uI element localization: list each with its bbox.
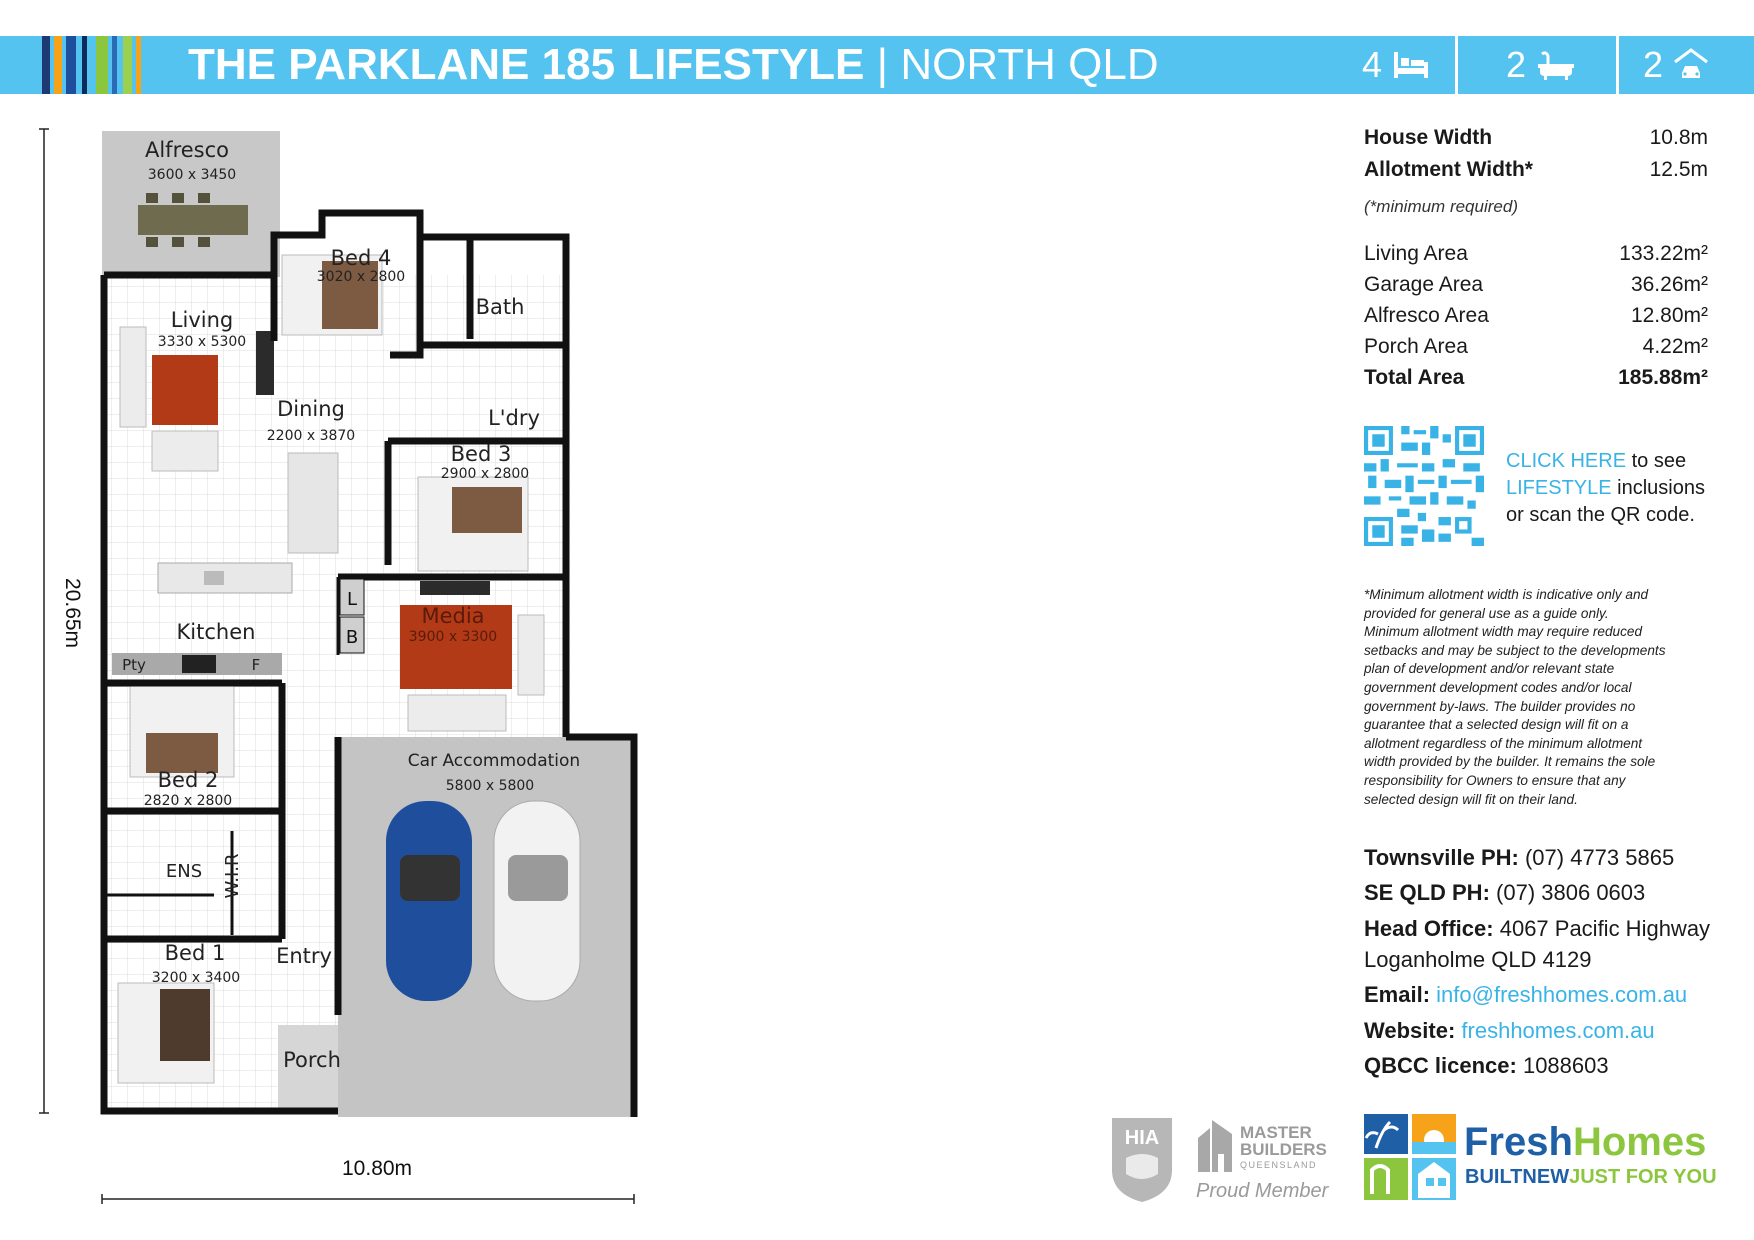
bed-1-furniture [118,983,214,1083]
mb-line-1: MASTER [1240,1123,1312,1142]
spec-label: Garage Area [1364,273,1484,296]
room-label: Bath [475,295,525,319]
disclaimer-line: selected design will fit on their land. [1364,791,1578,807]
disclaimer-line: width provided by the builder. It remains the sole [1364,754,1656,770]
media-sofa [408,695,506,731]
area-row [1364,242,1708,268]
townsville-phone [1364,845,1734,871]
fresh-homes-logo [1364,1114,1717,1200]
contact-label: Website: [1364,1018,1456,1043]
mb-line-3: QUEENSLAND [1240,1160,1318,1170]
disclaimer-line: government development codes and/or local [1364,679,1632,695]
qr-text: to see [1631,450,1687,472]
contact-label: Townsville PH: [1364,845,1519,870]
qr-instructions [1506,448,1716,529]
brand-name [1464,1120,1706,1165]
qbcc-row [1364,1053,1734,1079]
tag-just: JUST FOR YOU [1569,1166,1717,1188]
contact-label: Email: [1364,982,1431,1007]
spec-value: 36.26m² [1630,273,1708,296]
spec-value: 185.88m² [1618,366,1708,389]
seqld-phone [1364,880,1734,906]
disclaimer-line: responsibility for Owners to ensure that any [1364,772,1626,788]
area-row [1364,335,1708,361]
room-dims: 3600 x 3450 [147,167,237,183]
spec-value: 133.22m² [1619,242,1708,265]
room-label: Bed 2 [157,768,219,792]
title-separator: | [876,40,889,89]
media-armchair [518,615,544,695]
email-row [1364,982,1734,1008]
living-armchair [120,327,146,427]
living-rug [152,355,218,425]
living-sofa [152,431,218,471]
spec-value: 12.80m² [1630,304,1708,327]
header-divider [1455,36,1458,94]
master-builders-text [1240,1124,1327,1158]
kitchen-sink [204,571,224,585]
blue-car [386,801,472,1001]
room-label: Entry [276,944,332,968]
garage-icon [1673,48,1709,82]
disclaimer [1364,586,1714,809]
white-car [494,801,580,1001]
dining-table [288,453,338,553]
room-label: ENS [165,861,203,882]
contact-value: 4067 Pacific Highway [1499,916,1711,941]
room-label: Alfresco [144,138,230,162]
disclaimer-line: provided for general use as a guide only. [1364,605,1609,621]
bed-3-furniture [418,477,528,571]
spec-label: Total Area [1364,366,1465,389]
website-row [1364,1018,1734,1044]
title-model: THE PARKLANE 185 LIFESTYLE [188,40,865,89]
room-label: Bed 4 [330,246,392,270]
bathroom-count-value: 2 [1506,44,1527,85]
room-label: L'dry [488,406,540,430]
disclaimer-line: setbacks and may be subject to the developments [1364,642,1666,658]
proud-member-text: Proud Member [1196,1180,1329,1202]
overall-width-label: 10.80m [342,1157,413,1180]
room-dims: 3200 x 3400 [151,970,241,986]
bath-icon [1536,50,1576,80]
media-tv [420,581,490,595]
room-label: Bed 3 [450,442,512,466]
header-divider [1616,36,1619,94]
room-label: Porch [283,1048,341,1072]
spec-label: Alfresco Area [1364,304,1489,327]
contact-label: Head Office: [1364,916,1494,941]
spec-value: 12.5m [1649,158,1708,181]
disclaimer-line: government by-laws. The builder provides no [1364,698,1636,714]
broom-label: B [345,627,359,648]
disclaimer-line: *Minimum allotment width is indicative only and [1364,587,1649,602]
garage-count [1643,36,1709,94]
room-label: Kitchen [176,620,256,644]
fridge-label: F [251,656,261,674]
room-dims: 2200 x 3870 [266,428,356,444]
bed-icon [1392,50,1430,80]
disclaimer-line: plan of development and/or relevant state [1364,661,1615,677]
cooktop [182,655,216,673]
overall-depth-label: 20.65m [61,578,84,649]
click-here-link[interactable]: CLICK HERE [1506,450,1627,472]
contact-value[interactable]: (07) 3806 0603 [1496,880,1646,905]
fresh-homes-icon [1364,1114,1456,1200]
head-office [1364,916,1734,942]
header-bar [0,36,1754,94]
area-row [1364,273,1708,299]
qr-code-icon[interactable] [1364,426,1484,546]
room-dims: 3020 x 2800 [316,269,406,285]
room-dims: 2820 x 2800 [143,793,233,809]
page-title [188,42,1159,88]
area-row [1364,304,1708,330]
contact-value: Loganholme QLD 4129 [1364,947,1592,972]
brand-fresh: Fresh [1464,1120,1573,1164]
spec-value: 4.22m² [1642,335,1708,358]
disclaimer-line: allotment regardless of the minimum allotment [1364,735,1643,751]
title-region: NORTH QLD [900,40,1159,89]
tag-new: NEW [1522,1166,1570,1188]
disclaimer-line: guarantee that a selected design will fit on a [1364,717,1629,733]
lifestyle-link[interactable]: LIFESTYLE [1506,477,1612,499]
contact-value: 1088603 [1522,1053,1609,1078]
spec-label: Porch Area [1364,335,1468,358]
contact-value[interactable]: (07) 4773 5865 [1524,845,1675,870]
mb-line-2: BUILDERS [1240,1140,1327,1159]
master-builders-icon [1194,1114,1236,1174]
head-office-line-2 [1364,947,1734,973]
floor-plan [0,95,700,1205]
tag-built: BUILT [1465,1166,1523,1188]
room-dims: 2900 x 2800 [440,466,530,482]
room-dims: 3330 x 5300 [157,334,247,350]
total-area-row [1364,366,1708,392]
garage-count-value: 2 [1643,44,1664,85]
allotment-width-row [1364,158,1708,184]
header-stripes [42,36,141,94]
room-label: Living [170,308,234,332]
bed-2-furniture [130,685,234,777]
qr-text: inclusions [1617,477,1705,499]
depth-dimension-line [39,129,49,1113]
contact-label: SE QLD PH: [1364,880,1490,905]
brand-homes: Homes [1572,1120,1707,1164]
disclaimer-line: Minimum allotment width may require reduced [1364,624,1643,640]
brand-tagline [1465,1166,1717,1189]
master-builders-logo [1194,1114,1334,1204]
room-label: W.I.R [222,853,243,899]
qr-text: or scan the QR code. [1506,504,1695,526]
room-label: Bed 1 [164,941,226,965]
bedroom-count-value: 4 [1362,44,1383,85]
website-link[interactable]: freshhomes.com.au [1461,1018,1655,1043]
hia-logo-text: HIA [1124,1127,1160,1149]
hia-logo [1104,1114,1180,1204]
room-dims: 5800 x 5800 [445,778,535,794]
room-label: Car Accommodation [407,751,581,771]
kitchen-island [158,563,292,593]
width-dimension-line [102,1194,634,1204]
spec-label: Allotment Width* [1364,158,1533,181]
email-link[interactable]: info@freshhomes.com.au [1436,982,1688,1007]
linen-label: L [346,589,358,610]
spec-label: House Width [1364,126,1493,149]
spec-label: Living Area [1364,242,1468,265]
bathroom-count [1506,36,1576,94]
bedroom-count [1362,36,1430,94]
room-dims: 3900 x 3300 [408,629,498,645]
minimum-required-note: (*minimum required) [1364,197,1518,216]
contact-label: QBCC licence: [1364,1053,1517,1078]
pantry-label: Pty [122,656,146,674]
garage-area [338,737,634,1117]
spec-value: 10.8m [1649,126,1708,149]
room-label: Media [421,604,485,628]
house-width-row [1364,126,1708,152]
room-label: Dining [277,397,345,421]
